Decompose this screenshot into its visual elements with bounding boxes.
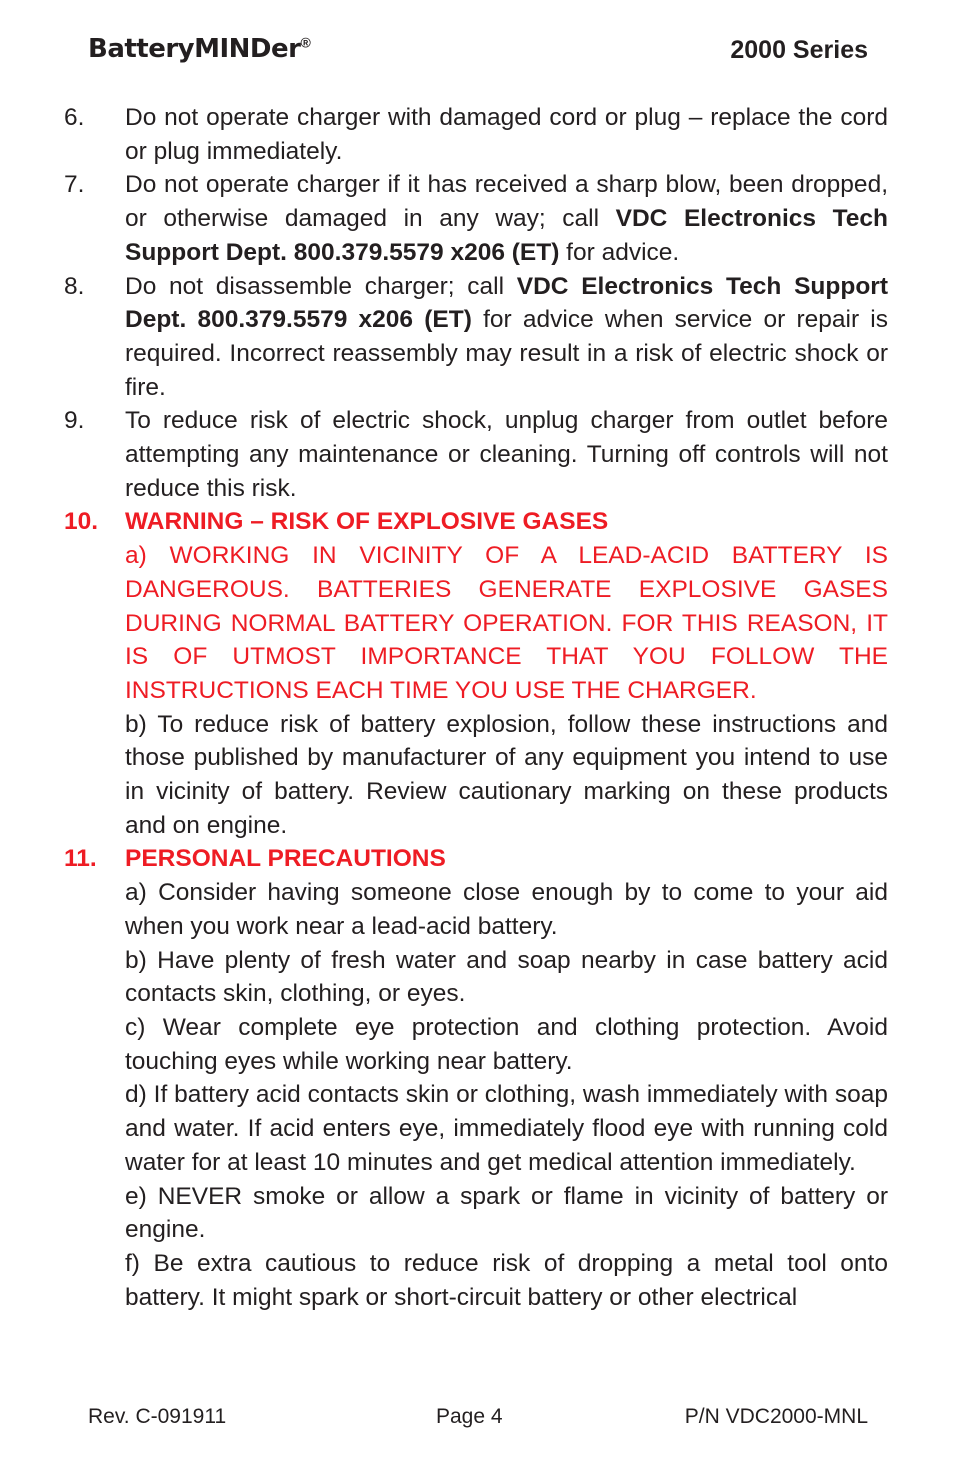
page-footer (88, 1405, 868, 1435)
list-item-6 (64, 101, 888, 168)
item-text-pre: Do not disassemble charger; call (125, 272, 517, 300)
list-item-11 (64, 842, 888, 1314)
page-header (88, 34, 868, 74)
precaution-f: f) Be extra cautious to reduce risk of dropping a metal tool onto battery. It might spark or short-circuit battery or other electrical (125, 1249, 888, 1311)
tech-support-contact: VDC Electronics Tech Support Dept. 800.379.5579 x206 (ET) (125, 205, 888, 266)
item-number: 9. (64, 407, 85, 435)
registered-mark: ® (300, 34, 311, 51)
part-number: P/N VDC2000-MNL (684, 1405, 868, 1428)
revision-label: Rev. C-091911 (88, 1405, 227, 1428)
brand-title (88, 34, 310, 64)
item-text-post: for advice when service or repair is required. Incorrect reassembly may result in a risk of electric shock or fire. (125, 306, 889, 401)
manual-body (64, 101, 888, 1314)
item-number: 8. (64, 272, 85, 300)
item-text-pre: Do not operate charger if it has received a sharp blow, been dropped, or otherwise damaged in any way; call (125, 171, 888, 233)
item-number: 10. (64, 508, 99, 536)
list-item-7 (64, 168, 888, 269)
item-number: 6. (64, 104, 85, 131)
warning-heading: WARNING – RISK OF EXPLOSIVE GASES (125, 508, 609, 536)
precaution-a: a) Consider having someone close enough by to come to your aid when you work near a lead-acid battery. (125, 879, 888, 940)
item-number: 11. (64, 845, 97, 873)
precaution-d: d) If battery acid contacts skin or clothing, wash immediately with soap and water. If acid enters eye, immediately flood eye with running cold water for at least 10 minutes and get medical attention immediately. (125, 1081, 888, 1176)
item-text-post: for advice. (559, 238, 680, 266)
brand-name: BatteryMINDer (88, 34, 301, 64)
precautions-heading: PERSONAL PRECAUTIONS (125, 845, 446, 873)
list-item-10 (64, 505, 888, 842)
item-text (125, 168, 888, 269)
warning-text-a: a) WORKING IN VICINITY OF A LEAD-ACID BATTERY IS DANGEROUS. BATTERIES GENERATE EXPLOSIVE GASES DURING NORMAL BATTERY OPERATION. FOR THIS REASON, IT IS OF UTMOST IMPORTANCE THAT YOU FOLLOW THE INSTRUCTIONS EACH TIME YOU USE THE CHARGER. (125, 542, 888, 704)
series-title: 2000 Series (730, 36, 868, 64)
list-item-9 (64, 404, 888, 505)
list-item-8 (64, 270, 888, 405)
item-text (125, 270, 888, 405)
precaution-c: c) Wear complete eye protection and clothing protection. Avoid touching eyes while working near battery. (125, 1013, 888, 1075)
page-number: Page 4 (436, 1405, 503, 1428)
tech-support-contact: VDC Electronics Tech Support Dept. 800.379.5579 x206 (ET) (125, 272, 888, 334)
warning-text-b: b) To reduce risk of battery explosion, follow these instructions and those published by manufacturer of any equipment you intend to use in vicinity of battery. Review cautionary marking on these products and on engine. (125, 710, 888, 839)
item-number: 7. (64, 171, 85, 199)
item-text: Do not operate charger with damaged cord or plug – replace the cord or plug immediately. (125, 104, 888, 165)
precaution-e: e) NEVER smoke or allow a spark or flame in vicinity of battery or engine. (125, 1182, 888, 1244)
item-text: To reduce risk of electric shock, unplug charger from outlet before attempting any maintenance or cleaning. Turning off controls will not reduce this risk. (125, 407, 888, 502)
precaution-b: b) Have plenty of fresh water and soap nearby in case battery acid contacts skin, clothing, or eyes. (125, 946, 888, 1008)
